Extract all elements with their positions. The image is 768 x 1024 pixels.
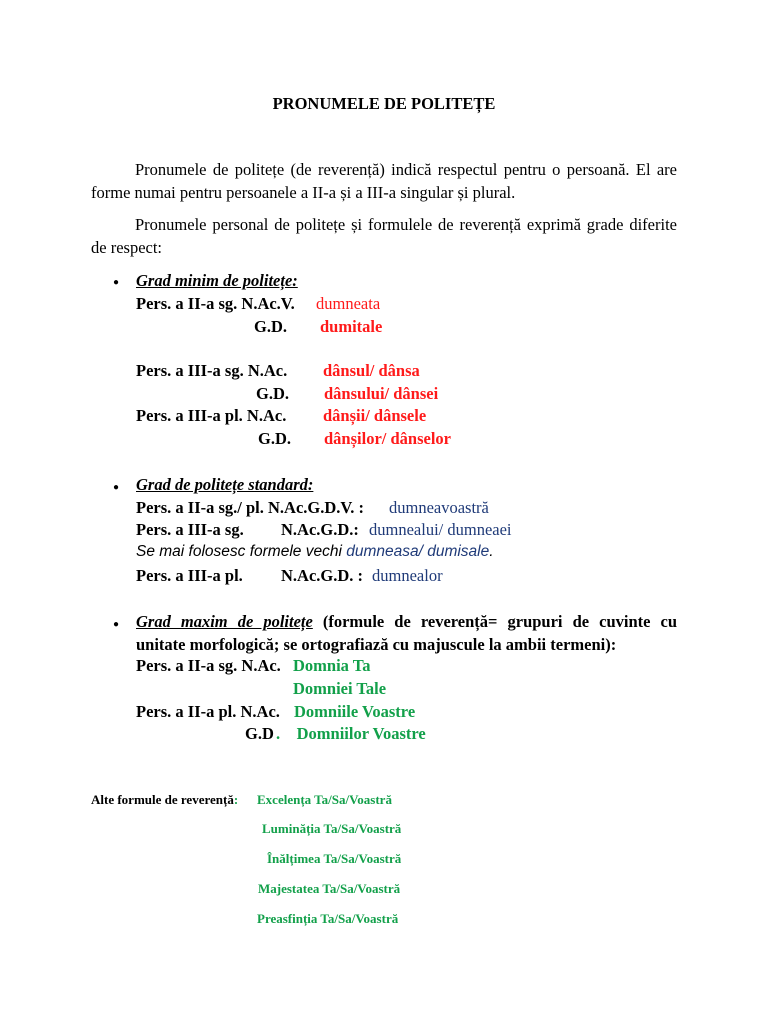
section-heading-maxim: Grad maxim de politețe (136, 612, 313, 631)
case-standard-2: N.Ac.G.D.: (281, 520, 359, 539)
note-standard (136, 543, 494, 561)
label-standard-1: Pers. a II-a sg./ pl. N.Ac.G.D.V. : (136, 498, 364, 517)
other-formula-4: Majestatea Ta/Sa/Voastră (258, 881, 401, 896)
section-heading-minim: Grad minim de politețe: (136, 271, 298, 290)
value-maxim-1: Domnia Ta (293, 656, 371, 675)
case-standard-3: N.Ac.G.D. : (281, 566, 364, 585)
label-minim-3: Pers. a III-a sg. N.Ac. (136, 361, 288, 380)
section-heading-standard: Grad de politețe standard: (136, 475, 314, 494)
value-maxim-2: Domniei Tale (293, 679, 387, 698)
label-minim-4: G.D. (256, 384, 289, 403)
note-value: dumneasa/ dumisale (346, 543, 490, 560)
bullet-icon: ● (113, 277, 120, 288)
other-formulas-label (91, 792, 238, 808)
label-standard-2: Pers. a III-a sg. (136, 520, 244, 539)
value-minim-4: dânsului/ dânsei (324, 384, 439, 403)
maxim-desc-line1: (formule de reverență= grupuri de cuvinte cu (312, 612, 677, 631)
other-formula-5: Preasfinția Ta/Sa/Voastră (257, 911, 399, 926)
label-minim-2: G.D. (254, 317, 287, 336)
label-minim-6: G.D. (258, 429, 291, 448)
value-standard-1: dumneavoastră (389, 498, 489, 517)
label-maxim-4: G.D (245, 724, 274, 743)
value-minim-5: dânșii/ dânsele (323, 406, 427, 425)
value-maxim-4: . Domniilor Voastre (276, 724, 426, 743)
bullet-icon: ● (113, 482, 120, 493)
note-prefix: Se mai folosesc formele vechi (136, 543, 347, 560)
value-standard-3: dumnealor (372, 566, 443, 585)
other-label-text: Alte formule de reverență (91, 792, 234, 807)
value-minim-1: dumneata (316, 294, 381, 313)
other-formula-2: Luminăția Ta/Sa/Voastră (262, 821, 402, 836)
intro-paragraph-2: Pronumele personal de politețe și formulele de reverență exprimă grade diferite de respect: (91, 215, 677, 257)
maxim-desc-line2: unitate morfologică; se ortografiază cu majuscule la ambii termeni): (136, 635, 617, 654)
label-minim-1: Pers. a II-a sg. N.Ac.V. (136, 294, 295, 313)
value-maxim-3: Domniile Voastre (294, 702, 416, 721)
label-standard-3: Pers. a III-a pl. (136, 566, 243, 585)
note-suffix: . (489, 543, 494, 560)
page-title: PRONUMELE DE POLITEȚE (272, 94, 496, 113)
value-standard-2: dumnealui/ dumneaei (369, 520, 512, 539)
label-maxim-3: Pers. a II-a pl. N.Ac. (136, 702, 280, 721)
label-maxim-1: Pers. a II-a sg. N.Ac. (136, 656, 281, 675)
other-formula-1: Excelența Ta/Sa/Voastră (257, 792, 392, 807)
other-formula-3: Înălțimea Ta/Sa/Voastră (267, 851, 402, 866)
bullet-icon: ● (113, 619, 120, 630)
label-minim-5: Pers. a III-a pl. N.Ac. (136, 406, 287, 425)
other-label-colon: : (233, 792, 239, 807)
maxim-heading-line (136, 612, 677, 632)
intro-paragraph-1: Pronumele de politețe (de reverență) indică respectul pentru o persoană. El are forme numai pentru persoanele a II-a și a III-a singular și plural. (91, 160, 677, 202)
value-minim-2: dumitale (320, 317, 383, 336)
value-minim-3: dânsul/ dânsa (323, 361, 420, 380)
value-minim-6: dânșilor/ dânselor (324, 429, 451, 448)
